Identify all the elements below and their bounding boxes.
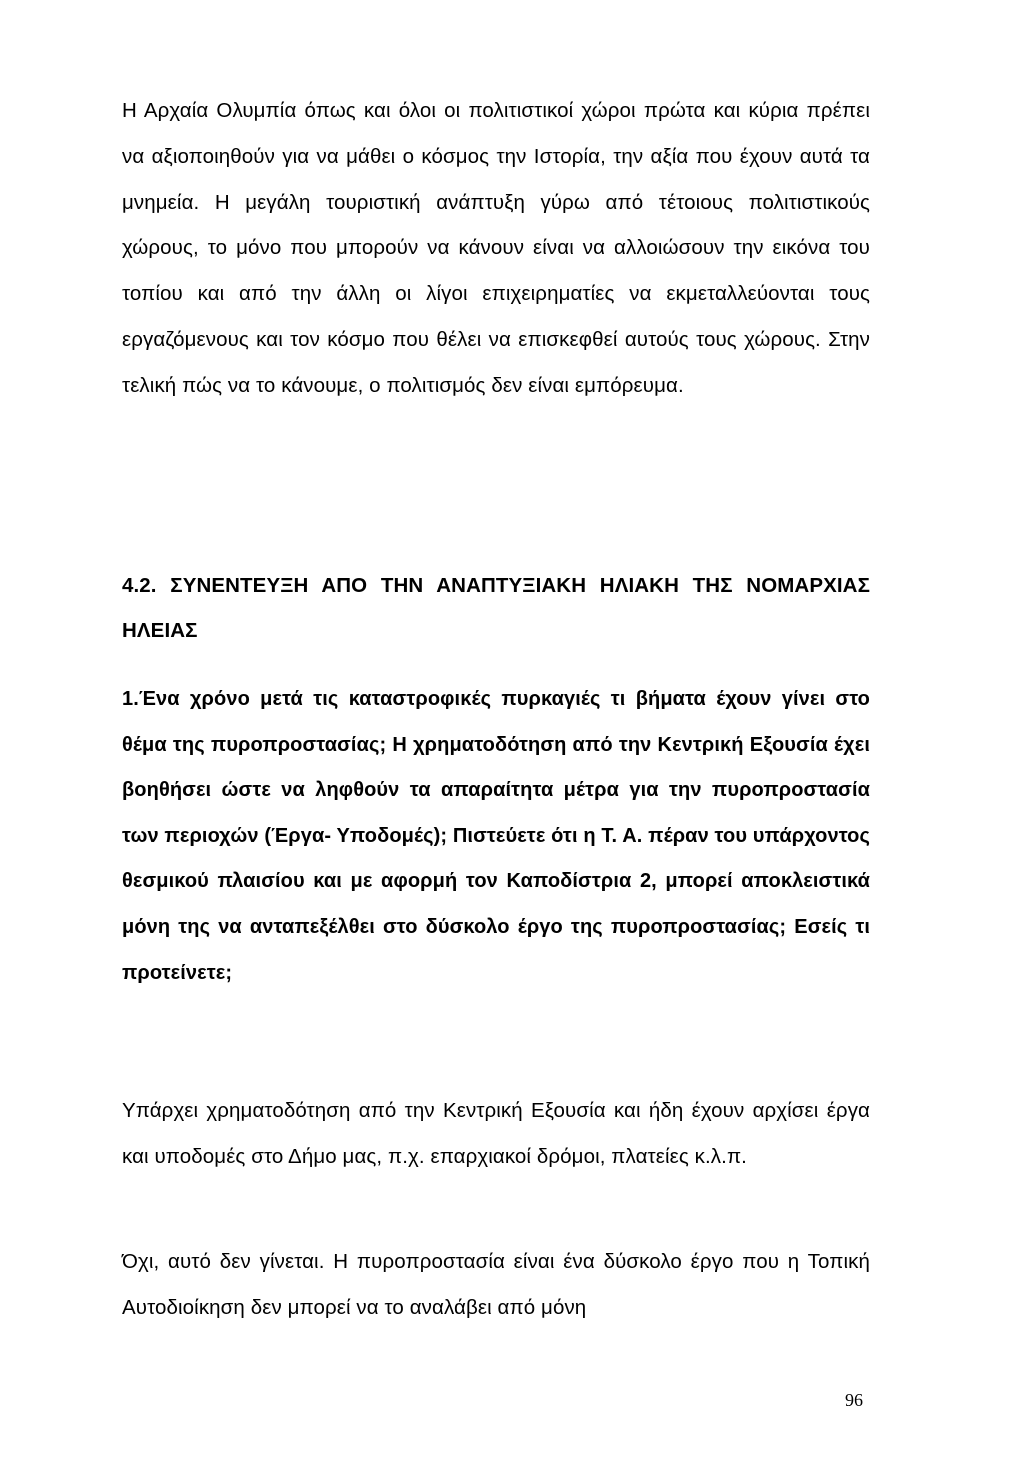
page-number: 96 [845, 1390, 863, 1410]
section-heading: 4.2. ΣΥΝΕΝΤΕΥΞΗ ΑΠΟ ΤΗΝ ΑΝΑΠΤΥΞΙΑΚΗ ΗΛΙΑΚΗ ΤΗΣ ΝΟΜΑΡΧΙΑΣ ΗΛΕΙΑΣ [122, 574, 870, 642]
interview-answer: Υπάρχει χρηματοδότηση από την Κεντρική Εξουσία και ήδη έχουν αρχίσει έργα και υποδομές στο Δήμο μας, π.χ. επαρχιακοί δρόμοι, πλατείες κ.λ.π. [122, 1099, 870, 1168]
interview-answer-continued: Όχι, αυτό δεν γίνεται. Η πυροπροστασία είναι ένα δύσκολο έργο που η Τοπική Αυτοδιοίκηση δεν μπορεί να το αναλάβει από μόνη [122, 1250, 870, 1319]
interview-question: 1.Ένα χρόνο μετά τις καταστροφικές πυρκαγιές τι βήματα έχουν γίνει στο θέμα της πυροπροστασίας; Η χρηματοδότηση από την Κεντρική Εξουσία έχει βοηθήσει ώστε να ληφθούν τα απαραίτητα μέτρα για την πυροπροστασία των περιοχών (Έργα- Υποδομές); Πιστεύετε ότι η Τ. Α. πέραν του υπάρχοντος θεσμικού πλαισίου και με αφορμή τον Καποδίστρια 2, μπορεί αποκλειστικά μόνη της να ανταπεξέλθει στο δύσκολο έργο της πυροπροστασίας; Εσείς τι προτείνετε; [122, 688, 870, 984]
body-paragraph: Η Αρχαία Ολυμπία όπως και όλοι οι πολιτιστικοί χώροι πρώτα και κύρια πρέπει να αξιοποιηθούν για να μάθει ο κόσμος την Ιστορία, την αξία που έχουν αυτά τα μνημεία. Η μεγάλη τουριστική ανάπτυξη γύρω από τέτοιους πολιτιστικούς χώρους, το μόνο που μπορούν να κάνουν είναι να αλλοιώσουν την εικόνα του τοπίου και από την άλλη οι λίγοι επιχειρηματίες να εκμεταλλεύονται τους εργαζόμενους και τον κόσμο που θέλει να επισκεφθεί αυτούς τους χώρους. Στην τελική πώς να το κάνουμε, ο πολιτισμός δεν είναι εμπόρευμα. [122, 99, 870, 397]
